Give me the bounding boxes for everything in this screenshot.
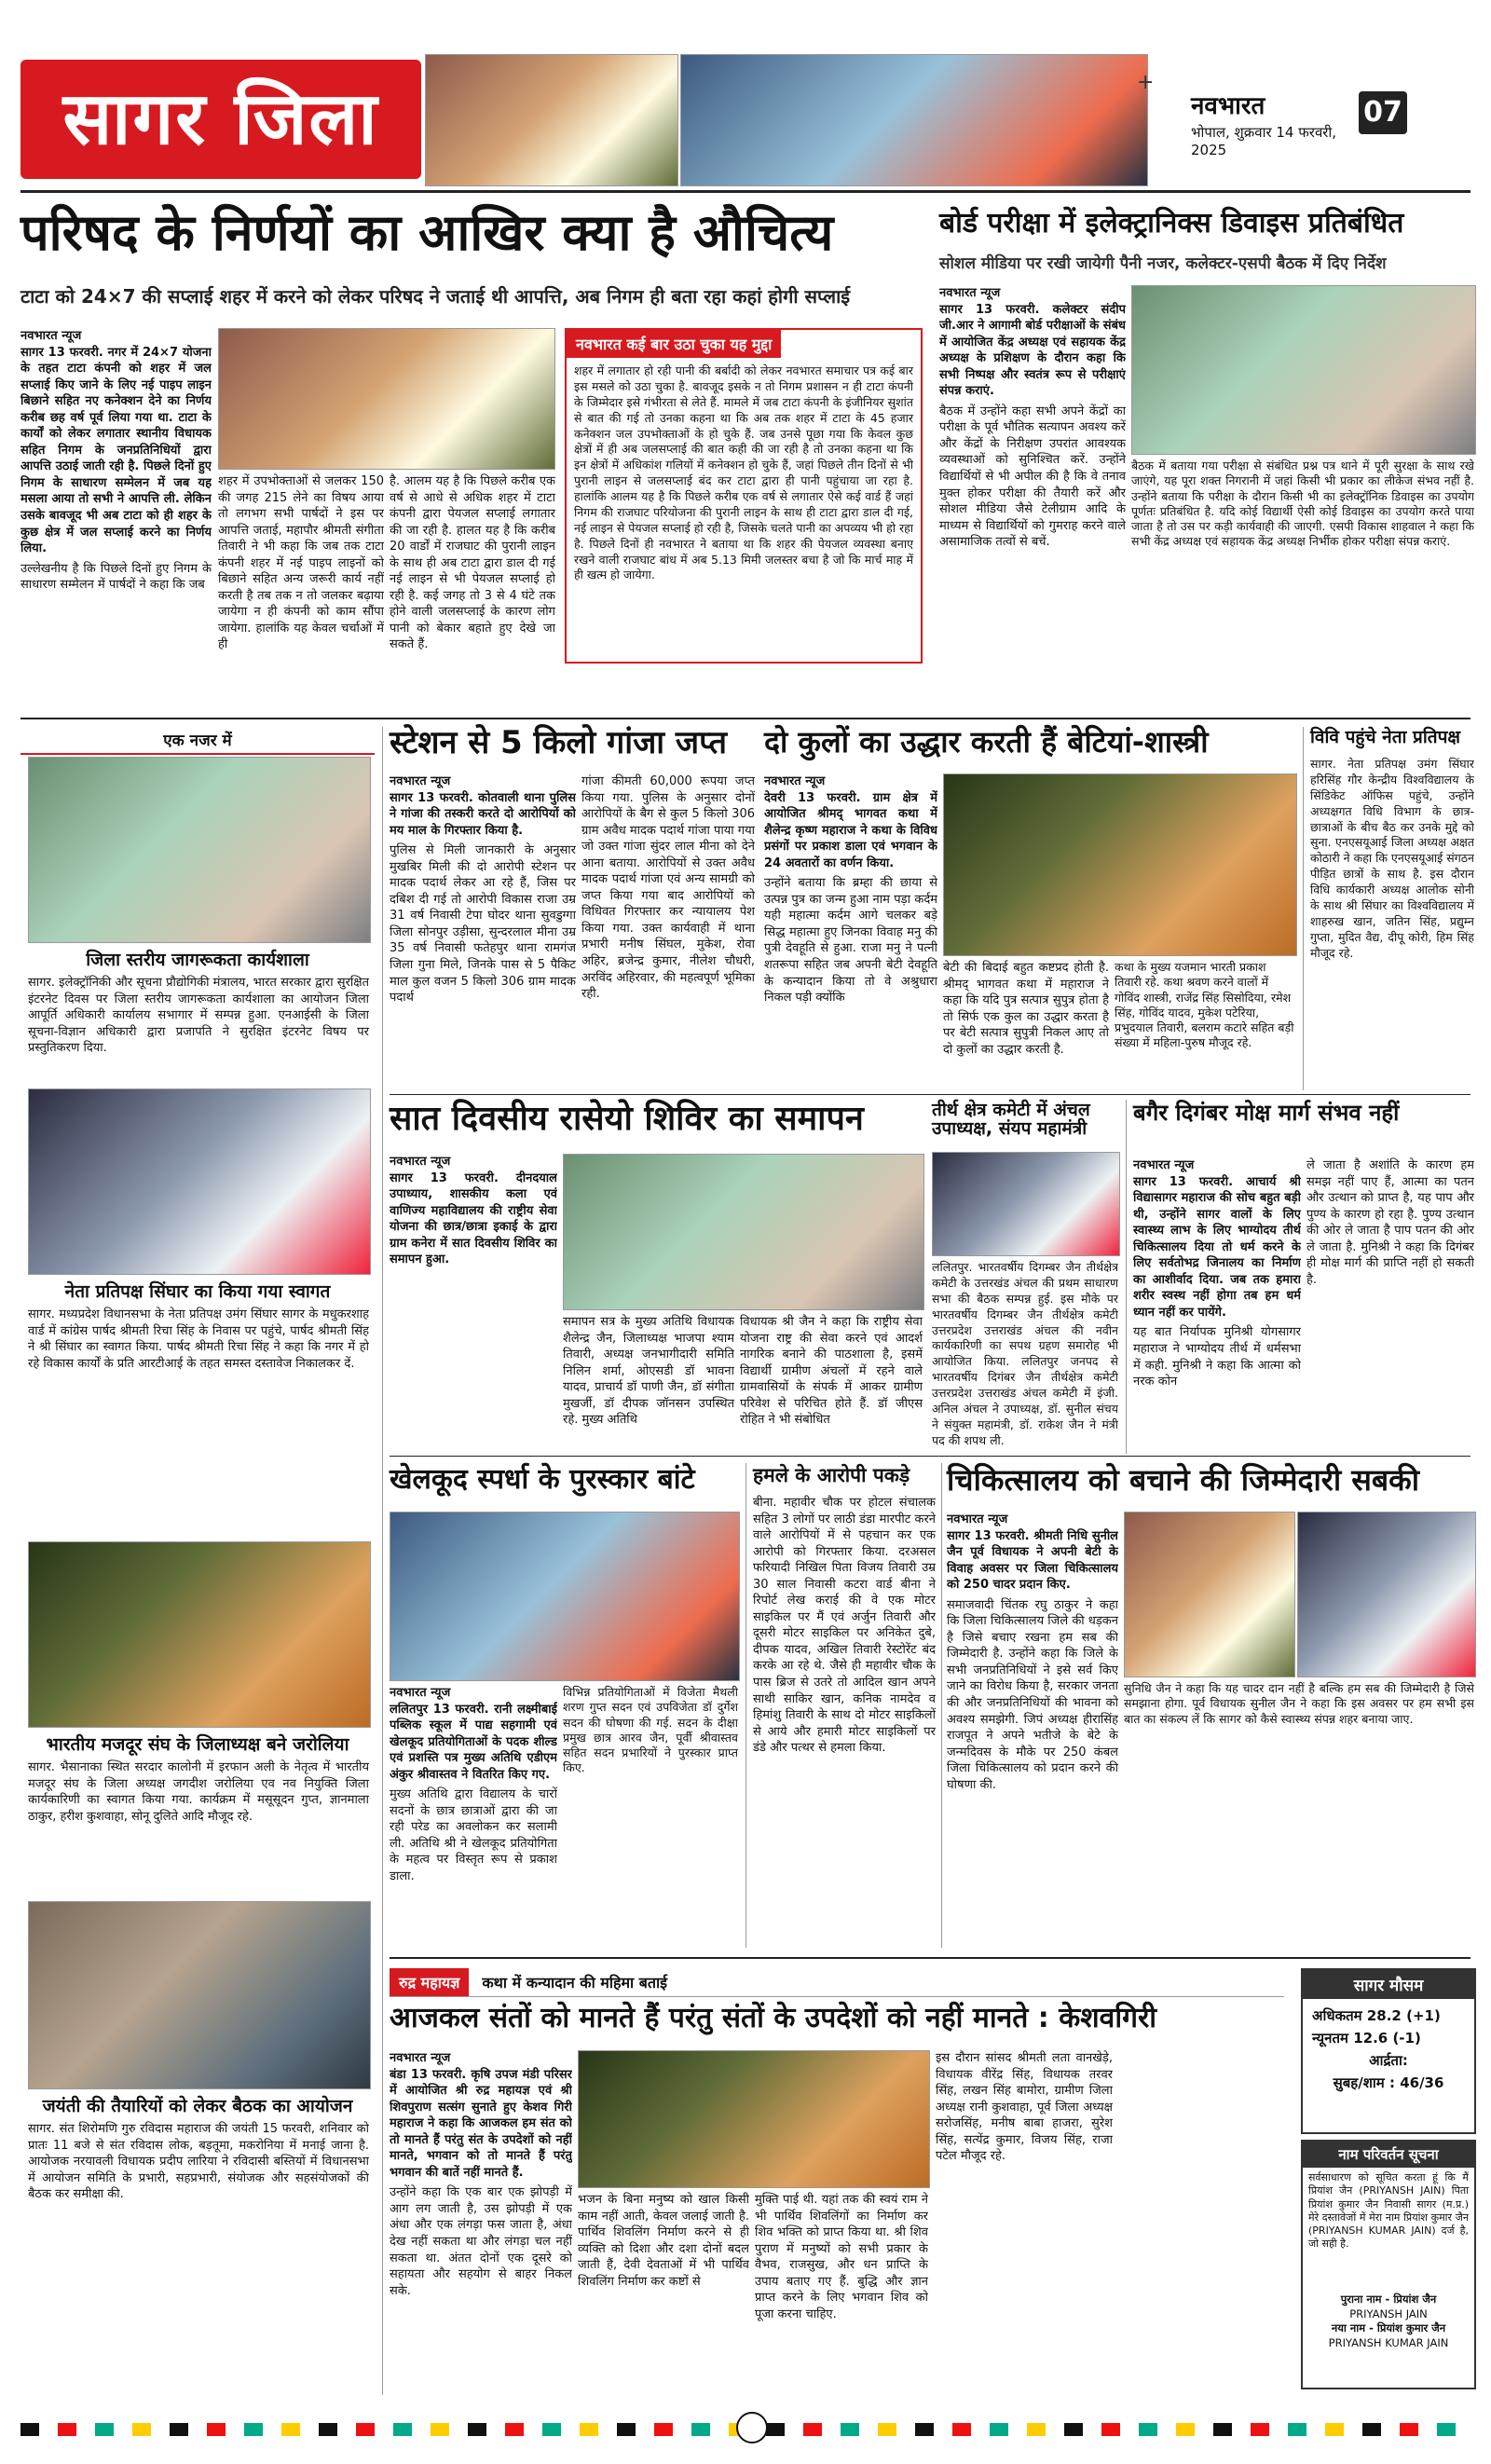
khel-body1: मुख्य अतिथि द्वारा विद्यालय के चारों सदनों के छात्र छात्राओं द्वारा की जा रही परेड का अवलोकन कर सलामी ली. अतिथि श्री ने खेलकूद प्रतियोगिता के महत्व पर विस्तृत रूप से प्रकाश डाला. xyxy=(390,1787,557,1884)
mahayagya-col-3: मुक्ति पाई थी. यहां तक की स्वयं राम ने भी पार्थिव शिवलिंगों का निर्माण कर शिव भक्ति को प्राप्त किया था. श्री शिव पुराण में मनुष्यों को सभी प्रकार के वैभव, राजसुख, और धन प्राप्ति के उपाय बताए गए हैं. बुद्धि और ज्ञान प्राप्त करने के लिए भगवान शिव को पूजा करना चाहिए. xyxy=(755,2193,928,2321)
board-col-1 xyxy=(939,285,1126,660)
board-intro: सागर 13 फरवरी. कलेक्टर संदीप जी.आर ने आगामी बोर्ड परीक्षाओं के संबंध में आयोजित केंद्र अध्यक्ष एवं सहायक केंद्र अध्यक्ष के प्रशिक्षण के दौरान कहा कि सभी निष्पक्ष और स्वतंत्र रूप से परीक्षाएं संपन्न कराएं. xyxy=(939,302,1126,399)
moksh-headline: बगैर दिगंबर मोक्ष मार्ग संभव नहीं xyxy=(1133,1100,1400,1126)
ganja-byline: नवभारत न्यूज xyxy=(390,774,451,788)
nazar-item4-title: जयंती की तैयारियों को लेकर बैठक का आयोजन xyxy=(42,2096,353,2116)
mahayagya-col-2: भजन के बिना मनुष्य को खाल किसी काम नहीं आती, केवल जलाई जाती है. पार्थिव शिवलिंग निर्माण करने से ही व्यक्ति को दिशा और दशा दोनों बदल जाती हैं, देवी देवताओं में भी पार्थिव शिवलिंग निर्माण कर कष्टों से xyxy=(578,2193,749,2289)
mahayagya-col-4: इस दौरान सांसद श्रीमती लता वानखेड़े, विधायक वीरेंद्र सिंह, विधायक तरवर सिंह, लखन सिंह बामोरा, ग्रामीण जिला अध्यक्ष रानी कुशवाहा, पूर्व जिला अध्यक्ष सरोजसिंह, मनीष बाबा हाजरा, सुरेश सिंह, सत्येंद्र कुमार, विजय सिंह, राजा पटेल मौजूद रहे. xyxy=(936,2051,1113,2164)
lead-subhead: टाटा को 24×7 की सप्लाई शहर में करने को लेकर परिषद ने जताई थी आपत्ति, अब निगम ही बता रहा कहां होगी सप्लाई xyxy=(21,285,851,308)
name-change-box xyxy=(1301,2140,1476,2389)
chikitsa-byline: नवभारत न्यूज xyxy=(947,1513,1008,1526)
kul-byline: नवभारत न्यूज xyxy=(764,774,826,788)
weather-humidity-value: सुबह/शाम : 46/36 xyxy=(1333,2074,1444,2091)
weather-humidity-label: आर्द्रता: xyxy=(1369,2052,1408,2069)
khel-headline: खेलकूद स्पर्धा के पुरस्कार बांटे xyxy=(390,1463,695,1496)
row-rule-1 xyxy=(21,718,1470,719)
nazar-tag: एक नजर में xyxy=(21,729,375,755)
name-change-text: सर्वसाधारण को सूचित करता हूं कि मैं प्रियांश जैन (PRIYANSH JAIN) पिता प्रियांश कुमार जैन निवासी सागर (म.प्र.) मेरे दस्तावेजों में मेरा नाम प्रियांश कुमार जैन (PRIYANSH KUMAR JAIN) दर्ज है, जो सही है. xyxy=(1308,2171,1469,2251)
weather-min-value: 12.6 (-1) xyxy=(1353,2030,1421,2046)
rasyo-col-1 xyxy=(390,1154,557,1448)
ganja-body1: पुलिस से मिली जानकारी के अनुसार मुखबिर मिली की दो आरोपी स्टेशन पर मादक पदार्थ लेकर आ रहे हैं, जिस पर दबिश दी गई तो आरोपी विकास राजा उम्र 31 वर्ष निवासी टेपा घोदर थाना सुवडुग्गा जिला सोनपुर उड़ीसा, सुन्दरलाल मीना उम्र 35 वर्ष निवासी फतेहपुर थाना रामगंज जिला गुना मिले, जिनके पास से 5 पैकिट माल कुल वजन 5 किलो 306 ग्राम मादक पदार्थ xyxy=(390,843,576,1006)
row-rule-3 xyxy=(390,1456,1470,1457)
vivi-separator xyxy=(1303,727,1304,1090)
lead-sidebox-text: शहर में लगातार हो रही पानी की बर्बादी को लेकर नवभारत समाचार पत्र कई बार इस मसले को उठा चुका है. बावजूद इसके न तो निगम प्रशासन न ही टाटा कंपनी के जिम्मेदार इसे गंभीरता से लेते हैं. मामले में जब टाटा कंपनी के इंजीनियर सुशांत से बात की गई तो उनका कहना था कि अब तक शहर में टाटा के 45 हजार कनेक्शन जल उपभोक्ताओं के हो चुके हैं. जब उनसे पूछा गया कि केवल कुछ क्षेत्रों में ही अब जलसप्लाई की बात कही की जा रही है तो उनका कहना था कि इन क्षेत्रों में अधिकांश गलियों में कनेक्शन हो चुके हैं, जहां पिछले तीन दिनों से भी पुरानी लाइन से जलसप्लाई बंद कर टाटा द्वारा ही पानी पहुंचाया जा रहा है. हालांकि आलम यह है कि पिछले करीब एक वर्ष से लगातार ऐसे कई वार्ड हैं जहां निगम की राजघाट परियोजना की पुरानी लाइन के साथ ही टाटा द्वारा डाल दी गई, नई लाइन से पेयजल सप्लाई हो रही है, जिसके चलते पानी का अपव्यय भी हो रहा है. पिछले दिनों ही नवभारत ने बताया था कि शहर की पेयजल व्यवस्था बनाए रखने वाली राजघाट बांध में अब 5.13 मिमी जलस्तर बचा है जो कि मार्च माह में ही खत्म हो जायेगा. xyxy=(574,363,913,582)
lead-col-2: शहर में उपभोक्ताओं से जलकर 150 की जगह 215 लेने का विषय आया तो लगभग सभी पार्षदों ने इस पर आपत्ति जताई, महापौर श्रीमती संगीता तिवारी ने भी कहा कि जब तक टाटा कंपनी शहर में नई पाइप लाइनों को बिछाने सहित अन्य जरूरी कार्य नहीं करती है तब तक न तो जलकर बढ़ाया जायेगा न ही कंपनी को काम सौंपा जायेगा. हालांकि यह केवल चर्चाओं में ही xyxy=(218,474,384,652)
khel-photo-kids xyxy=(390,1512,740,1681)
mahayagya-photo xyxy=(578,2050,930,2188)
board-caption: बैठक में बताया गया परीक्षा से संबंधित प्रश्न पत्र थाने में पूरी सुरक्षा के साथ रखे जाएंगे, यह पूरा शक्त निगरानी में जहां किसी भी प्रकार का लीकेज संभव नहीं है. उन्होंने बताया कि परीक्षा के दौरान किसी भी का इलेक्ट्रॉनिक डिवाइस का उपयोग पूर्णतः प्रतिबंधित है. यदि कोई विद्यार्थी ऐसी कोई डिवाइस का उपयोग करते पाया जाता है तो उस पर कड़ी कार्यवाही की जाएगी. एसपी विकास शाहवाल ने कहा कि सभी केंद्र अध्यक्ष एवं सहायक केंद्र अध्यक्ष निर्भीक होकर परीक्षा संपन्न कराएं. xyxy=(1131,459,1474,549)
weather-min xyxy=(1312,2027,1465,2049)
hamle-body: बीना. महावीर चौक पर होटल संचालक सहित 3 लोगों पर लाठी डंडा मारपीट करने वाले आरोपियों में से पहचान कर एक आरोपी को गिरफ्तार किया. दरअसल फरियादी निखिल पिता विजय तिवारी उम्र 30 साल निवासी कटरा वार्ड बीना ने रिपोर्ट लेख कराई की वे एक मोटर साइकिल पर मैं एवं अर्जुन तिवारी और दूसरी मोटर साइकिल पर अनिकेत दुबे, दीपक यादव, अखिल तिवारी रेस्टोरेंट बंद करके आ रहे थे. जैसे ही महावीर चौक के पास ब्रिज से उतरे तो आदिल खान अपने साथी साकिर खान, कनिक नामदेव व हिमांशु तिवारी के साथ दो मोटर साइकिलों से आये और हमारी मोटर साइकिलों पर डंडे और पत्थर से हमला किया. xyxy=(753,1496,936,1756)
sidebar-separator xyxy=(382,727,383,2395)
moksh-body1: यह बात निर्यापक मुनिश्री योगसागर महाराज ने भाग्योदय तीर्थ में धर्मसभा में कही. मुनिश्री ने कहा कि आत्मा को नरक कोन xyxy=(1133,1325,1301,1389)
lead-para2: उल्लेखनीय है कि पिछले दिनों हुए निगम के साधारण सम्मेलन में पार्षदों ने कहा कि जब xyxy=(21,561,212,593)
kul-col-1 xyxy=(764,773,937,1087)
chikitsa-body: समाजवादी चिंतक रघु ठाकुर ने कहा कि जिला चिकित्सालय जिले की धड़कन है जिसे बचाए रखना हम सब की जिम्मेदारी है. उन्होंने कहा कि जिले के सभी जनप्रतिनिधियों ने इसे सर्व किए जाने का विरोध किया है, सरकार जनता की और जनप्रतिनिधियों की भावना को अवश्य समझेगी. जिपं अध्यक्ष हीरासिंह राजपूत ने अपने भतीजे के बेटे के जन्मदिवस के मौके पर 250 कंबल जिला चिकित्सालय को प्रदान करने की घोषणा की. xyxy=(947,1597,1118,1792)
lead-headline: परिषद के निर्णयों का आखिर क्या है औचित्य xyxy=(21,203,834,262)
section-title: सागर जिला xyxy=(62,76,379,161)
tirth-headline: तीर्थ क्षेत्र कमेटी में अंचल उपाध्यक्ष, संयप महामंत्री xyxy=(932,1100,1090,1139)
nazar-item2-text: सागर. मध्यप्रदेश विधानसभा के नेता प्रतिपक्ष उमंग सिंघार सागर के मधुकरशाह वार्ड में कांग्रेस पार्षद श्रीमती रिचा सिंह के निवास पर पहुंचे, पार्षद श्रीमती सिंह ने श्री सिंघार का स्वागत किया. पार्षद श्रीमती रिचा सिंह ने कहा कि नगर में हो रहे विकास कार्यों के प्रति आरटीआई के तहत समस्त दस्तावेज निकालकर दें. xyxy=(28,1307,369,1371)
nazar-photo-4 xyxy=(28,1901,371,2089)
ganja-intro: सागर 13 फरवरी. कोतवाली थाना पुलिस ने गांजा की तस्करी करते दो आरोपियों को मय माल के गिरफ्तार किया है. xyxy=(390,790,576,838)
masthead-photo-monument xyxy=(425,54,678,186)
kul-headline: दो कुलों का उद्धार करती हैं बेटियां-शास्त्री xyxy=(764,724,1209,760)
ganja-headline: स्टेशन से 5 किलो गांजा जप्त xyxy=(390,724,728,761)
moksh-byline: नवभारत न्यूज xyxy=(1133,1158,1195,1172)
moksh-col-2: ले जाता है अशांति के कारण हम समझ नहीं पाए हैं, आत्मा का पतन और उत्थान को प्राप्त है, यह पाप और पुण्य के कारण हो रहा है. पुण्य उत्थान की ओर ले जाता है पाप पतन की ओर ले जाता है. मुनिश्री ने कहा कि दिगंबर ही मोक्ष मार्ग की प्राप्ति नहीं हो सकती है. xyxy=(1306,1158,1474,1287)
board-byline: नवभारत न्यूज xyxy=(939,286,1001,300)
weather-max xyxy=(1312,2005,1465,2027)
rasyo-col-2: समापन सत्र के मुख्य अतिथि विधायक शैलेन्द्र जैन, जिलाध्यक्ष भाजपा श्याम तिवारी, अध्यक्ष जनभागीदारी समिति निलिन शर्मा, ओएसडी डॉ भावना यादव, प्राचार्य डॉ पाणी जैन, डॉ संगीता मुखर्जी, डॉ दीपक जॉनसन उपस्थित रहे. मुख्य अतिथि xyxy=(563,1315,734,1428)
lead-photo-pipes xyxy=(218,328,555,470)
chikitsa-separator xyxy=(941,1463,942,1948)
khel-byline: नवभारत न्यूज xyxy=(390,1686,451,1700)
name-change-old-name: PRIYANSH JAIN xyxy=(1349,2307,1428,2320)
chikitsa-caption: सुनिधि जैन ने कहा कि यह चादर दान नहीं है बल्कि हम सब की जिम्मेदारी है जिसे समझाना होगा. पूर्व विधायक सुनील जैन ने कहा कि इस अवसर पर हम सभी इस बात का संकल्प लें कि सागर को कैसे स्वास्थ्य संपन्न शहर बनाया जाए. xyxy=(1124,1681,1474,1726)
page-number: 07 xyxy=(1359,91,1407,134)
name-change-title: नाम परिवर्तन सूचना xyxy=(1303,2142,1474,2168)
nazar-item3-text: सागर. भैसानाका स्थित सरदार कालोनी में इरफान अली के नेतृत्व में भारतीय मजदूर संघ के जिला अध्यक्ष जगदीश जरोलिया एव नव नियुक्ति जिला कार्यकारिणी का स्वागत किया गया. कार्यक्रम में मसूसूदन गुप्त, ज्ञानमाला ठाकुर, हरीश कुशवाहा, सोनू दुलिते आदि मौजूद रहे. xyxy=(28,1760,369,1824)
rasyo-headline: सात दिवसीय रासेयो शिविर का समापन xyxy=(390,1100,864,1138)
board-subhead: सोशल मीडिया पर रखी जायेगी पैनी नजर, कलेक्टर-एसपी बैठक में दिए निर्देश xyxy=(939,254,1387,273)
lead-sidebox-tag: नवभारत कई बार उठा चुका यह मुद्दा xyxy=(567,330,781,358)
registration-crosshair-icon xyxy=(736,2412,768,2443)
nazar-item1-text: सागर. इलेक्ट्रॉनिकी और सूचना प्रौद्योगिकी मंत्रालय, भारत सरकार द्वारा सुरक्षित इंटरनेट दिवस पर जिला स्तरीय जागरूकता कार्यशाला का आयोजन जिला आपूर्ति अधिकारी कार्यालय सभागार में सम्पन्न हुआ. एनआईसी के जिला सूचना-विज्ञान अधिकारी द्वारा प्रजापति ने सुरक्षित इंटरनेट विषय पर प्रस्तुतिकरण दिया. xyxy=(28,976,369,1056)
weather-max-label: अधिकतम xyxy=(1312,2007,1362,2024)
khel-intro: ललितपुर 13 फरवरी. रानी लक्ष्मीबाई पब्लिक स्कूल में पाद्य सहगामी एवं खेलकूद प्रतियोगिताओं के पदक शील्ड एवं प्रशस्ति पत्र मुख्य अतिथि एडीएम अंकुर श्रीवास्तव ने वितरित किए गए. xyxy=(390,1702,557,1782)
ganja-col-2: गांजा कीमती 60,000 रूपया जप्त किया गया. पुलिस के अनुसार दोनों आरोपियों के बैग से कुल 5 किलो 306 ग्राम अवैध मादक पदार्थ गांजा पाया गया जो उक्त गांजा सुंदर लाल मीना को देने आना बताया. आरोपियों से उक्त अवैध मादक पदार्थ गांजा एवं अन्य सामग्री को जप्त किया गया बाद आरोपियों को विधिवत गिरफ्तार कर न्यायालय पेश किया गया. उक्त कार्यवाही में थाना प्रभारी मनीष सिंघल, मुकेश, रोवा अहिर, ब्रजेन्द्र कुमार, नीलेश चौधरी, अरविंद अहिरवार, की महत्वपूर्ण भूमिका रही. xyxy=(581,774,755,1002)
kul-body: उन्होंने बताया कि ब्रम्हा की छाया से उत्पन्न पुत्र का जन्म हुआ नाम पड़ा कर्दम यही महात्मा कर्दम आगे चलकर बड़े सिद्ध महात्मा हुए जिनका विवाह मनु की पुत्री देवहूति से हुआ. राजा मनु ने पत्नी शतरूपा सहित जब अपनी बेटी देवहूति के कन्यादान किया तो वे अश्रुधारा निकल पड़ी क्योंकि xyxy=(764,876,937,1006)
name-change-new-label: नया नाम - प्रियांश कुमार जैन xyxy=(1331,2321,1446,2335)
masthead-rule xyxy=(21,190,1470,193)
nazar-photo-3 xyxy=(28,1541,371,1728)
weather-min-label: न्यूनतम xyxy=(1312,2030,1348,2046)
weather-max-value: 28.2 (+1) xyxy=(1366,2007,1441,2024)
khel-caption: विभिन्न प्रतियोगिताओं में विजेता मैथली शरण गुप्त सदन एवं उपविजेता डॉ दुर्गेश सदन की घोषणा की गई. सदन के दीक्षा प्रमुख छात्र आरव जैन, पूर्वी श्रीवास्तव सहित सदन प्रभारियों ने पुरस्कार प्राप्त किए. xyxy=(563,1685,738,1775)
lead-byline: नवभारत न्यूज xyxy=(21,329,82,343)
chikitsa-col-1 xyxy=(947,1512,1118,1948)
mahayagya-tagbar xyxy=(390,1968,1284,1997)
chikitsa-photo-right xyxy=(1297,1512,1476,1677)
lead-sidebox xyxy=(565,328,923,664)
rasyo-intro: सागर 13 फरवरी. दीनदयाल उपाध्याय, शासकीय कला एवं वाणिज्य महाविद्यालय की राष्ट्रीय सेवा योजना की छात्र/छात्रा इकाई के द्वारा ग्राम कनेरा में सात दिवसीय शिविर का समापन हुआ. xyxy=(390,1170,557,1267)
tirth-photo xyxy=(932,1152,1120,1256)
rasyo-col-3: विधायक श्री जैन ने कहा कि राष्ट्रीय सेवा योजना राष्ट्र की सेवा करने एवं आदर्श नागरिक बनाने की पाठशाला है, इसमें विद्यार्थी ग्रामीण अंचलों में रहने वाले ग्रामवासियों के संपर्क में आकर ग्रामीण परिवेश से परिचित होते हैं. डॉ जीएस रोहित ने भी संबोधित xyxy=(740,1315,923,1428)
name-change-new-name: PRIYANSH KUMAR JAIN xyxy=(1328,2335,1449,2349)
moksh-intro: सागर 13 फरवरी. आचार्य श्री विद्यासागर महाराज की सोच बहुत बड़ी थी, उन्होंने सागर वालों के लिए स्वास्थ्य लाभ के लिए भाग्योदय तीर्थ चिकित्सालय दिया तो धर्म करने के लिए सर्वतोभद्र जिनालय का निर्माण का आशीर्वाद दिया. जब तक हमारा शरीर स्वस्थ नहीं होगा तब हम धर्म ध्यान नहीं कर पायेंगे. xyxy=(1133,1174,1301,1320)
mahayagya-tag: रुद्र महायज्ञ xyxy=(390,1968,469,1996)
board-headline: बोर्ड परीक्षा में इलेक्ट्रानिक्स डिवाइस प्रतिबंधित xyxy=(939,207,1404,240)
rasyo-byline: नवभारत न्यूज xyxy=(390,1155,451,1169)
lead-col-3: है. आलम यह है कि पिछले करीब एक वर्ष से आधे से अधिक शहर में टाटा कंपनी द्वारा पेयजल सप्लाई लगातार की जा रही है. हालत यह है कि करीब 20 वार्डों में राजघाट की पुरानी लाइन के साथ ही अब टाटा द्वारा डाल दी गई नई लाइन से भी पेयजल सप्लाई हो रही है. कई जगह तो 3 से 4 घंटे तक होने वाली जलसप्लाई के कारण लोग पानी को बेकार बहाते हुए देखे जा सकते हैं. xyxy=(390,474,555,652)
mahayagya-intro: बंडा 13 फरवरी. कृषि उपज मंडी परिसर में आयोजित श्री रुद्र महायज्ञ एवं श्री शिवपुराण सत्संग सुनाते हुए केशव गिरी महाराज ने कहा कि आजकल हम संत को तो मानते हैं परंतु संत के उपदेशों को नहीं मानते, भगवान को तो मानते हैं परंतु भगवान की बातें नहीं मानते हैं. xyxy=(390,2067,572,2180)
nazar-item3-title: भारतीय मजदूर संघ के जिलाध्यक्ष बने जरोलिया xyxy=(46,1734,349,1755)
tirth-body: ललितपुर. भारतवर्षीय दिगम्बर जैन तीर्थक्षेत्र कमेटी के उत्तरखंड अंचल की प्रथम साधारण सभा की बैठक सम्पन्न हुई. इस मौके पर भारतवर्षीय दिगम्बर जैन तीर्थक्षेत्र कमेटी उत्तरप्रदेश उत्तराखंड अंचल की नवीन कार्यकारिणी का सपथ ग्रहण समारोह भी आयोजित किया. ललितपुर जनपद से भारतवर्षीय दिगंबर जैन तीर्थक्षेत्र कमेटी उत्तरप्रदेश उत्तराखंड अंचल कमेटी में इंजी. अनिल अंचल ने उपाध्यक्ष, डॉ. सुनील संचय ने संयुक्त महामंत्री, डॉ. राकेश जैन ने मंत्री पद की शपथ ली. xyxy=(932,1260,1118,1447)
paper-name: नवभारत xyxy=(1191,92,1265,120)
mahayagya-col-1 xyxy=(390,2050,572,2386)
nazar-photo-2 xyxy=(28,1088,371,1275)
dateline: भोपाल, शुक्रवार 14 फरवरी, 2025 xyxy=(1191,124,1337,158)
mahayagya-byline: नवभारत न्यूज xyxy=(390,2051,451,2065)
crosshair-icon: + xyxy=(1137,71,1155,94)
lead-col-1 xyxy=(21,328,212,664)
kul-photo-crowd xyxy=(943,773,1297,956)
nazar-item2-title: नेता प्रतिपक्ष सिंघार का किया गया स्वागत xyxy=(64,1281,331,1302)
section-banner xyxy=(21,60,421,179)
weather-box xyxy=(1301,1968,1476,2134)
nazar-item4-text: सागर. संत शिरोमणि गुरु रविदास महाराज की जयंती 15 फरवरी, शनिवार को प्रातः 11 बजे से संत रविदास लोक, बड़तूमा, मकरोनिया में मनाई जाना है. आयोजक नरयावली विधायक प्रदीप लारिया ने रविदासी बस्तियों में विधानसभा में आयोजन समिति के प्रभारी, सहप्रभारी, संयोजक और सहसंयोजकों की बैठक कर समीक्षा की. xyxy=(28,2122,369,2202)
row-rule-2 xyxy=(390,1094,1470,1095)
khel-col-1 xyxy=(390,1685,557,1948)
kul-intro: देवरी 13 फरवरी. ग्राम क्षेत्र में आयोजित श्रीमद् भागवत कथा में शैलेन्द्र कृष्ण महाराज ने कथा के विविध प्रसंगों पर प्रकाश डाला एवं भगवान के 24 अवतारों का वर्णन किया. xyxy=(764,790,937,870)
masthead-photo-lake xyxy=(680,54,1148,186)
nazar-photo-1 xyxy=(28,757,371,943)
mahayagya-tag2: कथा में कन्यादान की महिमा बताई xyxy=(482,1974,668,1992)
row-rule-4 xyxy=(390,1957,1470,1959)
kul-col-2: बेटी की बिदाई बहुत कष्टप्रद होती है. श्रीमद् भागवत कथा में महाराज ने कहा कि यदि पुत्र सत्पात्र सुपुत्र होता है तो सिर्फ एक कुल का उद्धार करता है पर बेटी सत्पात्र सुपुत्री निकल आए तो दो कुलों का उद्धार करती है. xyxy=(943,961,1109,1057)
rasyo-photo-group xyxy=(563,1154,924,1310)
moksh-col-1 xyxy=(1133,1157,1301,1448)
mahayagya-headline: आजकल संतों को मानते हैं परंतु संतों के उपदेशों को नहीं मानते : केशवगिरी xyxy=(390,2002,1157,2034)
lead-intro: सागर 13 फरवरी. नगर में 24×7 योजना के तहत टाटा कंपनी को शहर में जल सप्लाई किए जाने के लिए नई पाइप लाइन बिछाने सहित नए कनेक्शन देने का निर्णय करीब छह वर्ष पूर्व लिया गया था. टाटा के कार्यों को लेकर लगातार स्थानीय विधायक सहित निगम के जनप्रतिनिधियों द्वारा आपत्ति उठाई जाती रही है. पिछले दिनों हुए निगम के साधारण सम्मेलन में जब यह मसला आया तो सभी ने आपत्ति ली. लेकिन उसके बावजूद भी अब टाटा को ही शहर के कुछ क्षेत्र में जल सप्लाई करने का निर्णय लिया. xyxy=(21,345,212,556)
name-change-old-label: पुराना नाम - प्रियांश जैन xyxy=(1340,2293,1437,2306)
weather-title: सागर मौसम xyxy=(1303,1970,1474,1999)
kul-caption: कथा के मुख्य यजमान भारती प्रकाश तिवारी रहे. कथा श्रवण करने वालों में गोविंद शास्त्री, राजेंद्र सिंह सिसोदिया, रमेश सिंह, गोविंद यादव, मुकेश पटेरिया, प्रभुदयाल तिवारी, बलराम कटारे सहित बड़ी संख्या में महिला-पुरुष मौजूद रहे. xyxy=(1115,960,1294,1050)
nazar-item1-title: जिला स्तरीय जागरूकता कार्यशाला xyxy=(86,950,309,970)
board-photo-meeting xyxy=(1131,285,1476,455)
vivi-body: सागर. नेता प्रतिपक्ष उमंग सिंघार हरिसिंह गौर केन्द्रीय विश्वविद्यालय के सिंडिकेट ऑफिस पहुंचे, उन्होंने अध्यक्षगत विधि विभाग के छात्र-छात्राओं के बीच बैठ कर उनके मुद्दे को सुना. एनएसयूआई जिला अध्यक्ष अक्षत कोठारी ने कहा कि एनएसयूआई संगठन पीड़ित छात्रों के साथ है. इस दौरान विधि कार्यकारी अध्यक्ष आलोक सोनी के साथ श्री सिंघार का विश्वविद्यालय में शाहरुख खान, जतिन सिंह, प्रद्युम्न गुप्ता, मुदित वैद्य, दीपू कोरी, हिम सिंह मौजूद रहे. xyxy=(1310,757,1474,960)
board-body: बैठक में उन्होंने कहा सभी अपने केंद्रों का परीक्षा के पूर्व भौतिक सत्यापन अवश्य करें और केंद्रों के निरीक्षण उपरांत आवश्यक व्यवस्थाओं को सुनिश्चित करें. उन्होंने विद्यार्थियों से भी अपील की है कि वे तनाव मुक्त होकर परीक्षा की तैयारी करें और सोशल मीडिया जैसे टेलीग्राम आदि के माध्यम से विद्यार्थियों को गुमराह करने वाले असामाजिक तत्वों से बचें. xyxy=(939,404,1126,550)
vivi-headline: विवि पहुंचे नेता प्रतिपक्ष xyxy=(1310,727,1461,747)
moksh-separator xyxy=(1126,1100,1127,1454)
chikitsa-intro: सागर 13 फरवरी. श्रीमती निधि सुनील जैन पूर्व विधायक ने अपनी बेटी के विवाह अवसर पर जिला चिकित्सालय को 250 चादर प्रदान किए. xyxy=(947,1528,1118,1593)
chikitsa-photo-left xyxy=(1124,1512,1295,1677)
chikitsa-headline: चिकित्सालय को बचाने की जिम्मेदारी सबकी xyxy=(947,1462,1420,1498)
hamle-headline: हमले के आरोपी पकड़े xyxy=(753,1464,910,1486)
ganja-col-1 xyxy=(390,773,576,1087)
mahayagya-body1: उन्होंने कहा कि एक बार एक झोपड़ी में आग लग जाती है, उस झोपड़ी में एक अंधा और एक लंगड़ा फस जाता है, अंधा देख नहीं सकता था और लंगड़ा चल नहीं सकता था. अंतत दोनों एक दूसरे को सहायता और सहयोग से बाहर निकल सके. xyxy=(390,2185,572,2298)
